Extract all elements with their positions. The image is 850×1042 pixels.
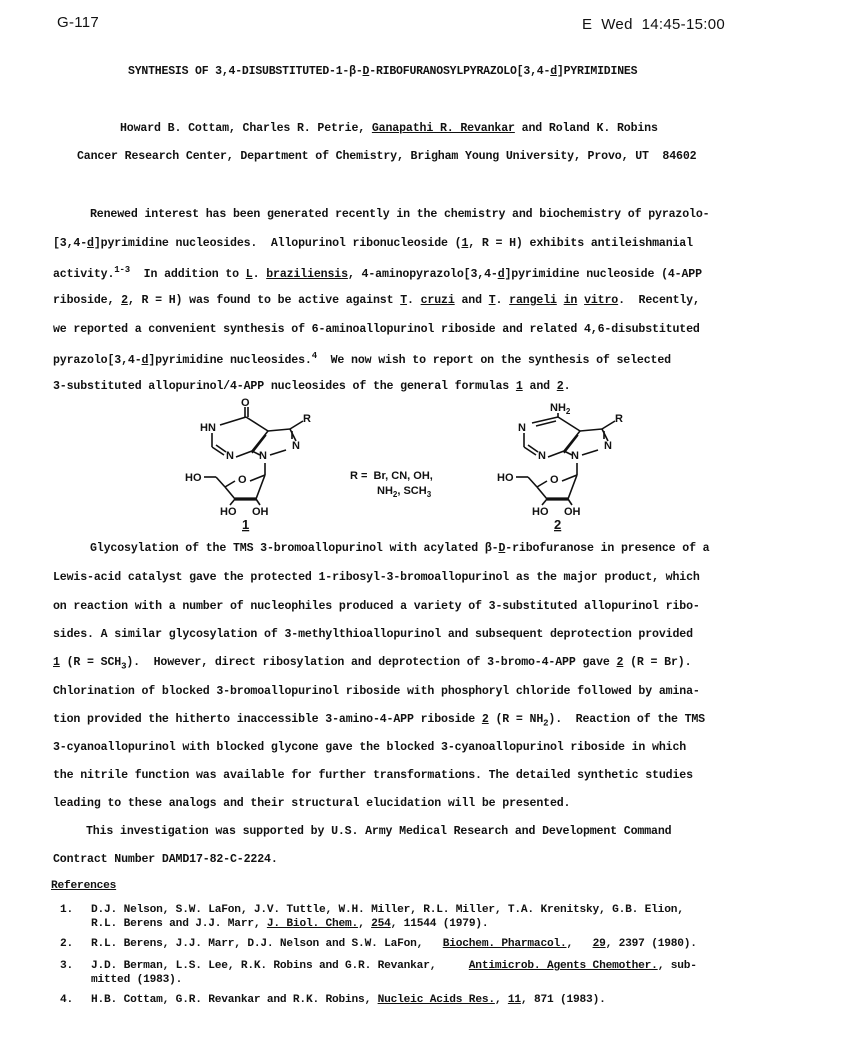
atom-label: R: [615, 413, 623, 425]
species-name: braziliensis: [266, 267, 348, 281]
page-code: G-117: [57, 14, 100, 31]
author-names: and Roland K. Robins: [514, 122, 658, 135]
atom-label: OH: [252, 506, 269, 518]
bond: [580, 429, 602, 431]
text-span: In addition to: [130, 267, 246, 281]
text-span: , 4-aminopyrazolo[3,4-: [347, 267, 498, 281]
bond: [270, 450, 286, 455]
affiliation: Cancer Research Center, Department of Chemistry, Brigham Young University, Provo, UT 84602: [77, 150, 697, 163]
compound-2-label: 2: [554, 517, 562, 532]
reference-line: mitted (1983).: [91, 974, 183, 986]
text-line: we reported a convenient synthesis of 6-aminoallopurinol riboside and related 4,6-disubstituted: [53, 323, 700, 336]
atom-label: HO: [185, 472, 202, 484]
bond: [220, 417, 246, 425]
atom-label: N: [226, 450, 234, 462]
text-span: , 871 (1983).: [520, 994, 606, 1006]
atom-label: N: [292, 440, 300, 452]
text-line: the nitrile function was available for further transformations. The detailed synthetic studies: [53, 769, 693, 782]
journal-name: Nucleic Acids Res.: [377, 994, 495, 1006]
atom-label: HO: [497, 472, 514, 484]
journal-name: J. Biol. Chem.: [266, 918, 359, 930]
text-line: [53, 237, 693, 250]
text-span: .: [252, 267, 267, 281]
reference-number: 2.: [60, 938, 74, 950]
text-span: 3-substituted allopurinol/4-APP nucleosides of the general formulas: [53, 380, 516, 393]
text-span: . Recently,: [618, 294, 700, 307]
title-part: D: [362, 65, 370, 78]
compound-ref: 1: [53, 656, 60, 669]
latin-phrase: in: [563, 294, 578, 307]
text-span: ]pyrimidine nucleosides. Allopurinol ribonucleoside (: [93, 237, 462, 250]
bond: [537, 487, 547, 499]
text-span: , sub-: [657, 960, 697, 972]
reference-number: 3.: [60, 960, 74, 972]
species-genus: T: [400, 294, 407, 307]
text-line: [53, 713, 705, 728]
atom-label: N: [518, 422, 526, 434]
text-line: Chlorination of blocked 3-bromoallopurinol riboside with phosphoryl chloride followed by amina-: [53, 685, 700, 698]
text-span: d: [87, 237, 94, 250]
r-definition: [377, 485, 432, 499]
species-name: rangeli: [509, 294, 557, 307]
latin-phrase: vitro: [584, 294, 619, 307]
reference-number: 4.: [60, 994, 74, 1006]
compound-ref: 2: [481, 713, 489, 726]
text-line: Contract Number DAMD17-82-C-2224.: [53, 853, 278, 866]
session-time: E Wed 14:45-15:00: [582, 16, 726, 33]
reference-line: [91, 918, 488, 930]
compound-ref: 2: [556, 380, 564, 393]
text-span: ). However, direct ribosylation and deprotection of 3-bromo-4-APP gave: [126, 656, 617, 669]
species-name: cruzi: [420, 294, 455, 307]
subscript: 2: [543, 718, 549, 729]
atom-label: HO: [532, 506, 549, 518]
title-part: d: [550, 65, 557, 78]
atom-label: N: [571, 450, 579, 462]
text-span: , 2397 (1980).: [605, 938, 697, 950]
subscript: 2: [392, 490, 398, 499]
text-line: on reaction with a number of nucleophiles produced a variety of 3-substituted allopurinol ribo-: [53, 600, 700, 613]
bond: [230, 499, 235, 505]
text-span: and: [454, 294, 489, 307]
bond: [568, 499, 572, 505]
chemical-structures-figure: [180, 395, 640, 535]
text-span: (R = NH: [488, 713, 544, 726]
bond: [528, 477, 537, 487]
bond: [246, 417, 268, 431]
text-span: J.D. Berman, L.S. Lee, R.K. Robins and G.R. Revankar,: [91, 960, 469, 972]
text-line: [53, 380, 570, 393]
text-span: ,: [566, 938, 593, 950]
text-span: -ribofuranose in presence of a: [505, 542, 710, 555]
atom-label: HO: [220, 506, 237, 518]
text-line: [90, 542, 710, 555]
text-span: ,: [494, 994, 508, 1006]
text-span: (R = Br).: [623, 656, 692, 669]
references-heading: References: [51, 880, 117, 892]
bond: [216, 477, 225, 487]
reference-line: [91, 938, 697, 950]
text-span: R.L. Berens, J.J. Marr, D.J. Nelson and S.W. LaFon,: [91, 938, 443, 950]
compound-ref: 1: [515, 380, 523, 393]
bond: [236, 451, 252, 457]
text-span: , SCH: [397, 485, 427, 497]
text-span: D: [498, 542, 506, 555]
text-span: tion provided the hitherto inaccessible 3-amino-4-APP riboside: [53, 713, 482, 726]
text-span: ). Reaction of the TMS: [548, 713, 705, 726]
text-span: pyrazolo[3,4-: [53, 353, 142, 367]
journal-volume: 11: [507, 994, 521, 1006]
author-names: Howard B. Cottam, Charles R. Petrie,: [120, 122, 372, 135]
bond: [290, 421, 303, 429]
atom-label: N: [604, 440, 612, 452]
text-line: 3-cyanoallopurinol with blocked glycone gave the blocked 3-cyanoallopurinol riboside in which: [53, 741, 687, 754]
compound-ref: 1: [461, 237, 469, 250]
text-span: .: [495, 294, 510, 307]
text-span: , 11544 (1979).: [390, 918, 489, 930]
text-span: ]pyrimidine nucleosides.: [148, 353, 312, 367]
text-line: [53, 294, 700, 307]
title-part: ]PYRIMIDINES: [556, 65, 638, 78]
subscript: 2: [565, 407, 571, 416]
text-line: Lewis-acid catalyst gave the protected 1-ribosyl-3-bromoallopurinol as the major product, which: [53, 571, 700, 584]
atom-label: O: [550, 474, 559, 486]
text-span: .: [407, 294, 421, 307]
text-line: [53, 265, 702, 281]
journal-name: Biochem. Pharmacol.: [442, 938, 567, 950]
text-span: and: [522, 380, 557, 393]
atom-label: N: [259, 450, 267, 462]
bond: [602, 421, 615, 429]
atom-label: HN: [200, 422, 216, 434]
bond: [256, 499, 260, 505]
bond: [542, 499, 547, 505]
atom-label: R: [303, 413, 311, 425]
bond: [225, 481, 235, 487]
text-span: Glycosylation of the TMS 3-bromoallopurinol with acylated β-: [90, 542, 499, 555]
text-span: ,: [358, 918, 372, 930]
text-span: [3,4-: [53, 237, 88, 250]
compound-1-label: 1: [242, 517, 250, 532]
text-span: , R = H) exhibits antileishmanial: [468, 237, 693, 250]
text-line: [53, 656, 691, 671]
text-span: We now wish to report on the synthesis of selected: [316, 353, 671, 367]
text-span: ]pyrimidine nucleoside (4-APP: [504, 267, 702, 281]
journal-name: Antimicrob. Agents Chemother.: [468, 960, 658, 972]
subscript: 3: [121, 661, 127, 672]
authors: [120, 122, 658, 135]
paper-title: [128, 65, 637, 78]
text-line: [53, 351, 671, 367]
text-line: sides. A similar glycosylation of 3-methylthioallopurinol and subsequent deprotection provided: [53, 628, 693, 641]
text-span: (R = SCH: [59, 656, 122, 669]
journal-volume: 254: [371, 918, 391, 930]
text-span: d: [497, 267, 505, 281]
bond: [524, 447, 536, 455]
text-span: , R = H) was found to be active against: [127, 294, 401, 307]
bond: [225, 487, 235, 499]
title-part: -RIBOFURANOSYLPYRAZOLO[3,4-: [369, 65, 551, 78]
bond: [212, 447, 224, 455]
atom-label: N: [538, 450, 546, 462]
text-span: H.B. Cottam, G.R. Revankar and R.K. Robins,: [91, 994, 378, 1006]
text-line: leading to these analogs and their structural elucidation will be presented.: [53, 797, 571, 810]
bond: [564, 431, 580, 451]
bond: [537, 481, 547, 487]
compound-1-structure: [204, 407, 303, 505]
bond: [582, 450, 598, 455]
atom-label: O: [241, 397, 250, 409]
text-span: [557, 294, 564, 307]
species-genus: L: [245, 267, 253, 281]
bond: [558, 417, 580, 431]
text-span: activity.: [53, 267, 115, 281]
compound-ref: 2: [616, 656, 624, 669]
title-part: SYNTHESIS OF 3,4-DISUBSTITUTED-1-β-: [128, 65, 363, 78]
r-definition: R = Br, CN, OH,: [350, 470, 433, 482]
bond: [548, 451, 564, 457]
atom-label: OH: [564, 506, 581, 518]
text-span: riboside,: [53, 294, 122, 307]
text-span: NH: [377, 485, 393, 497]
presenting-author: Ganapathi R. Revankar: [371, 122, 515, 135]
text-span: NH: [550, 402, 566, 414]
reference-line: [91, 960, 697, 972]
text-span: d: [141, 353, 149, 367]
journal-volume: 29: [592, 938, 606, 950]
atom-label: O: [238, 474, 247, 486]
reference-number: 1.: [60, 904, 74, 916]
text-line: This investigation was supported by U.S. Army Medical Research and Development Command: [86, 825, 672, 838]
text-span: .: [563, 380, 571, 393]
reference-line: D.J. Nelson, S.W. LaFon, J.V. Tuttle, W.H. Miller, R.L. Miller, T.A. Krenitsky, G.B. Elion,: [91, 904, 684, 916]
atom-label: [550, 402, 571, 416]
compound-2-structure: [516, 413, 615, 505]
compound-ref: 2: [121, 294, 128, 307]
citation: 1-3: [114, 265, 131, 275]
species-genus: T: [488, 294, 496, 307]
reference-line: [91, 994, 606, 1006]
subscript: 3: [426, 490, 432, 499]
citation: 4: [311, 351, 317, 361]
text-line: Renewed interest has been generated recently in the chemistry and biochemistry of pyrazolo-: [90, 208, 710, 221]
bond: [252, 431, 268, 451]
bond: [268, 429, 290, 431]
text-span: R.L. Berens and J.J. Marr,: [91, 918, 267, 930]
